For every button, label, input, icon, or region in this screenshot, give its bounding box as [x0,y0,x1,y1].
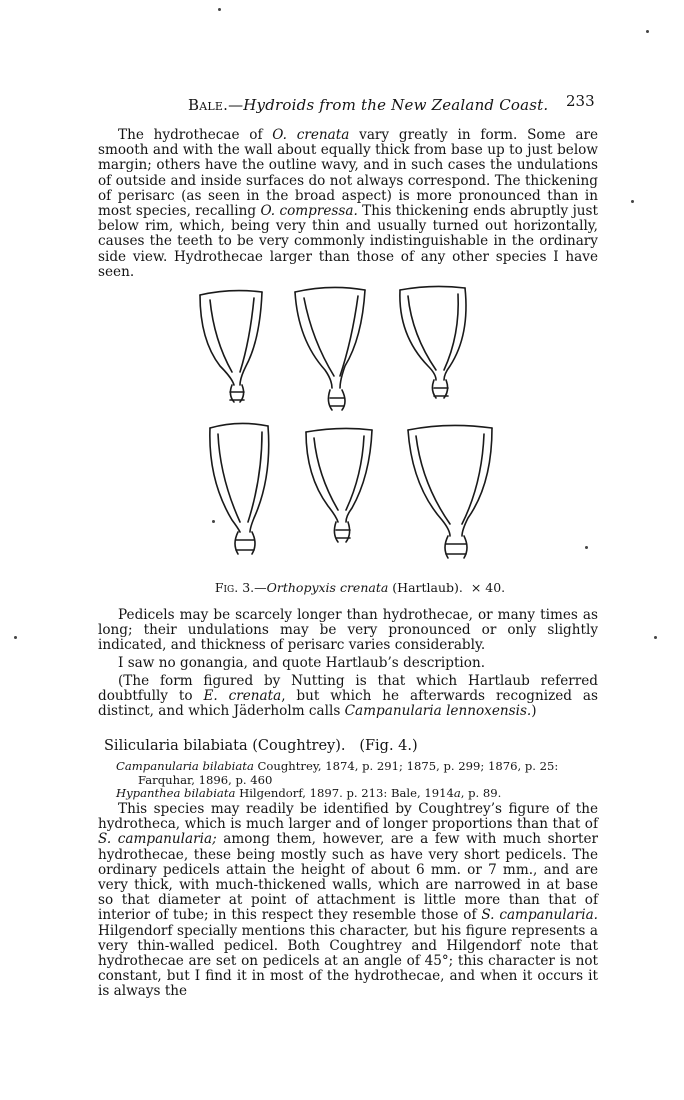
text-run: Coughtrey, 1874, p. 291; 1875, p. 299; 1876, p. 25: [253,759,559,773]
species-heading [104,738,418,754]
synonymy-list [116,760,606,801]
text-run: This thickening ends abruptly just below rim, which, being very thin and usually turned out horizontally, causes the teeth to be very commonly indistinguishable in the ordinary side view. Hydrothecae larger than those of any other species I have seen. [98,203,598,280]
scan-speck [585,546,588,549]
scan-speck [646,30,649,33]
text-run: among them, however, are a few with much shorter hydrothecae, these being mostly such as have very short pedicels. The ordinary pedicels attain the height of about 6 mm. or 7 mm., and are very thick, with much-thickened walls, which are narrowed in at base so that diameter at point of attachment is little more than that of interior of tube; in this respect they resemble those of [98,831,598,924]
figure-3-orthopyxis-crenata [180,280,510,580]
text-run: O. compressa. [260,203,358,220]
figure-magnification: × 40. [470,580,506,595]
paragraph-hydrothecae-form [98,128,598,280]
species-name: Silicularia bilabiata (Coughtrey). [104,738,346,754]
scan-speck [14,636,17,639]
species-fig-ref: (Fig. 4.) [359,738,418,754]
hydrotheca-sketch-3 [400,286,466,398]
header-dash: — [228,96,244,114]
scan-speck [218,8,221,11]
paragraph-nutting [98,674,598,720]
text-run: S. campanularia. [481,907,598,924]
synonym-line [116,787,606,801]
scan-speck [212,520,215,523]
text-run: vary greatly in form. Some are smooth and with the wall about equally thick from base up to just below margin; others have the outline wavy, and in such cases the undulations of outside and inside surfaces do not always correspond. The thickening of perisarc (as seen in the broad aspect) is more pronounced than in most species, recalling [98,127,598,220]
text-run: Campanularia bilabiata [116,759,254,773]
paragraph-pedicels [98,608,598,654]
hydrotheca-sketch-4 [210,423,269,554]
text-run: I saw no gonangia, and quote Hartlaub’s description. [118,655,486,671]
text-run: (The form figured by Nutting is that which Hartlaub referred doubtfully to [98,673,598,705]
text-run: E. crenata [203,688,282,705]
figure-caption [210,580,510,595]
figure-authority: (Hartlaub). [388,580,463,595]
hydrotheca-sketch-6 [408,425,492,558]
text-run: Campanularia lennoxensis. [344,703,532,720]
hydrothecae-drawing [180,280,510,580]
figure-label: Fig. 3. [214,580,255,595]
synonym-line [116,774,606,788]
paragraph-gonangia [98,656,598,671]
text-run: Hilgendorf specially mentions this character, but his figure represents a very thin-walled pedicel. Both Coughtrey and Hilgendorf note that hydrothecae are set on pedicels at an angle of 45°; this character is not constant, but I find it in most of the hydrothecae, and when it occurs it is always the [98,922,598,1000]
text-run: Hilgendorf, 1897. p. 213: Bale, 1914 [235,786,454,801]
header-title: Hydroids from the New Zealand Coast. [243,96,549,114]
scan-speck [631,200,634,203]
text-run: , p. 89. [460,786,502,801]
running-header [0,92,684,118]
scan-speck [654,636,657,639]
text-run: , but which he afterwards recognized as distinct, and which Jäderholm calls [98,688,598,720]
hydrotheca-sketch-2 [295,287,365,410]
text-run: ) [531,703,537,720]
text-run: O. crenata [272,127,350,143]
hydrotheca-sketch-5 [306,428,372,542]
page-number: 233 [566,92,595,110]
text-run: Hypanthea bilabiata [116,786,236,801]
text-run: a [453,786,461,801]
synonym-line [116,760,606,774]
figure-species: Orthopyxis crenata [266,580,389,595]
figure-dash: — [254,580,267,595]
text-run: Farquhar, 1896, p. 460 [138,772,273,787]
paragraph-silicularia-description [98,802,598,1000]
hydrotheca-sketch-1 [200,291,262,402]
text-run: S. campanularia; [98,831,217,848]
header-author: Bale. [188,96,229,114]
text-run: This species may readily be identified by Coughtrey’s figure of the hydrotheca, which is much larger and of longer proportions than that of [98,801,598,833]
text-run: The hydrothecae of [118,127,273,143]
running-title [188,96,548,114]
text-run: Pedicels may be scarcely longer than hydrothecae, or many times as long; their undulations may be very pronounced or only slightly indicated, and thickness of perisarc varies considerably. [98,607,598,654]
